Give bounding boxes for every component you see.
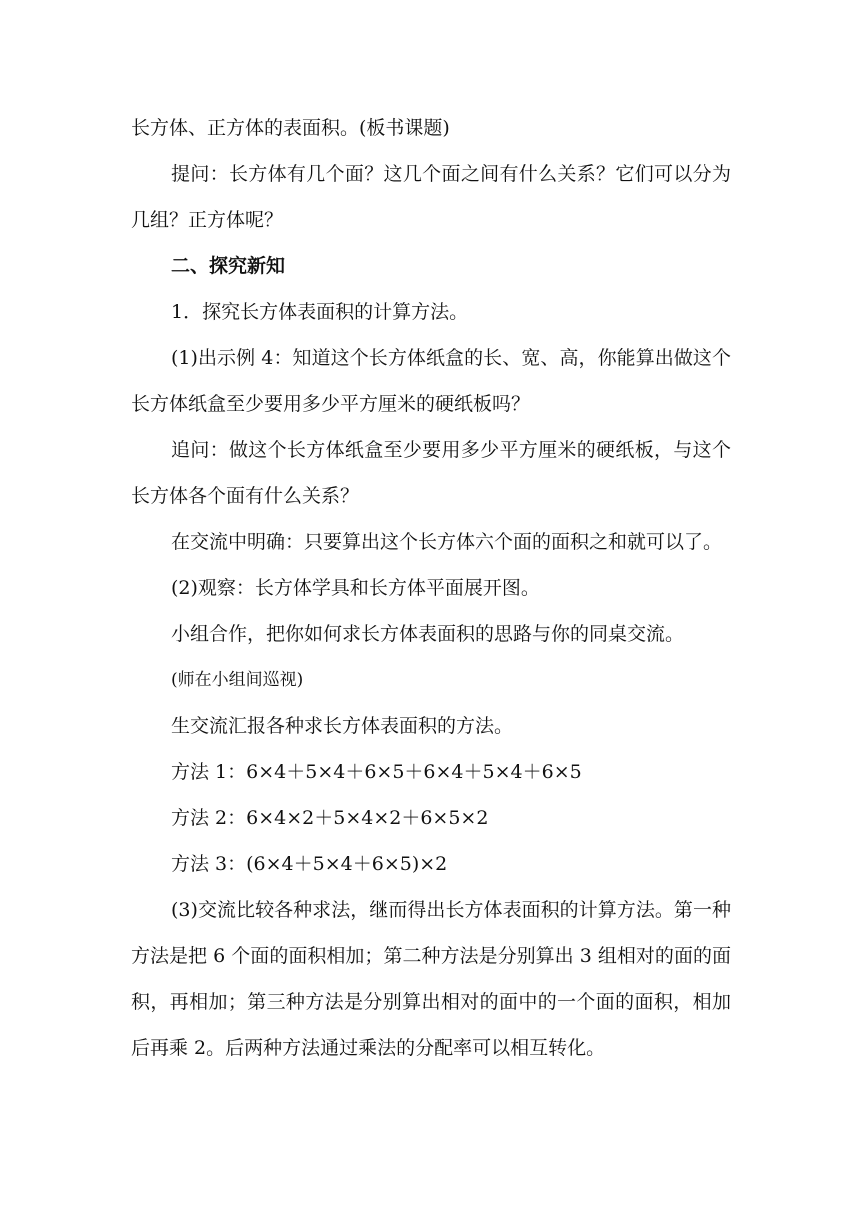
paragraph-report: 生交流汇报各种求长方体表面积的方法。 <box>171 715 514 737</box>
document-page <box>131 105 731 1071</box>
paragraph-group-work: 小组合作，把你如何求长方体表面积的思路与你的同桌交流。 <box>171 623 685 645</box>
paragraph-conclusion: 在交流中明确：只要算出这个长方体六个面的面积之和就可以了。 <box>171 531 723 553</box>
paragraph-teacher-note: (师在小组间巡视) <box>171 670 304 690</box>
paragraph-lesson-title: 长方体、正方体的表面积。(板书课题) <box>131 117 450 139</box>
paragraph-observe: (2)观察：长方体学具和长方体平面展开图。 <box>171 577 540 599</box>
paragraph-method-1: 方法 1：6×4＋5×4＋6×5＋6×4＋5×4＋6×5 <box>171 761 582 783</box>
section-heading: 二、探究新知 <box>171 255 286 277</box>
paragraph-step-1: 1．探究长方体表面积的计算方法。 <box>171 301 469 323</box>
paragraph-method-3: 方法 3：(6×4＋5×4＋6×5)×2 <box>171 853 448 875</box>
paragraph-example-4: (1)出示例 4：知道这个长方体纸盒的长、宽、高，你能算出做这个长方体纸盒至少要用多少平方厘米的硬纸板吗？ <box>131 347 731 415</box>
paragraph-comparison: (3)交流比较各种求法，继而得出长方体表面积的计算方法。第一种方法是把 6 个面的面积相加；第二种方法是分别算出 3 组相对的面的面积，再相加；第三种方法是分别算出相对的面中的一个面的面积，相加后再乘 2。后两种方法通过乘法的分配率可以相互转化。 <box>131 899 731 1059</box>
paragraph-question: 提问：长方体有几个面？这几个面之间有什么关系？它们可以分为几组？正方体呢？ <box>131 163 731 231</box>
paragraph-method-2: 方法 2：6×4×2＋5×4×2＋6×5×2 <box>171 807 489 829</box>
paragraph-follow-up: 追问：做这个长方体纸盒至少要用多少平方厘米的硬纸板，与这个长方体各个面有什么关系？ <box>131 439 731 507</box>
